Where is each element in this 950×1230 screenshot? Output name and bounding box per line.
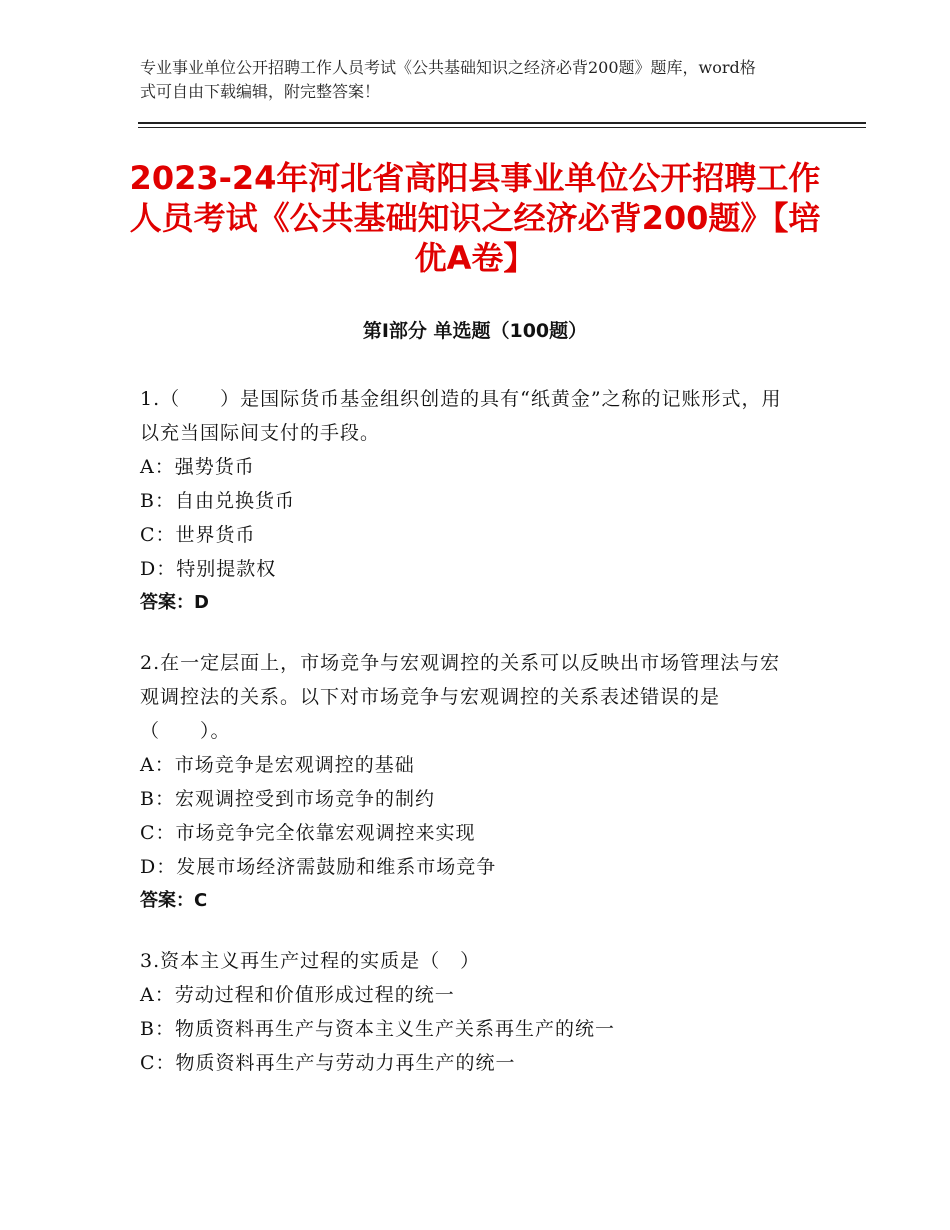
option-a: A：市场竞争是宏观调控的基础 <box>140 754 415 776</box>
header-note: 专业事业单位公开招聘工作人员考试《公共基础知识之经济必背200题》题库，word格式可自由下载编辑，附完整答案！ <box>140 58 756 101</box>
question-text: 1.（ ）是国际货币基金组织创造的具有“纸黄金”之称的记账形式，用以充当国际间支付的手段。 <box>140 388 782 444</box>
option-b: B：物质资料再生产与资本主义生产关系再生产的统一 <box>140 1018 615 1040</box>
option-b: B：宏观调控受到市场竞争的制约 <box>140 788 435 810</box>
option-c: C：市场竞争完全依靠宏观调控来实现 <box>140 822 476 844</box>
option-a: A：强势货币 <box>140 456 255 478</box>
question-1 <box>140 382 800 620</box>
option-a: A：劳动过程和价值形成过程的统一 <box>140 984 455 1006</box>
question-3 <box>140 944 800 1080</box>
option-b: B：自由兑换货币 <box>140 490 295 512</box>
question-text: 3.资本主义再生产过程的实质是（ ） <box>140 950 481 972</box>
header-rule-thin <box>138 127 866 128</box>
question-list <box>140 382 800 1106</box>
option-c: C：物质资料再生产与劳动力再生产的统一 <box>140 1052 516 1074</box>
answer: 答案：D <box>140 592 209 613</box>
header-rule-thick <box>138 122 866 124</box>
answer: 答案：C <box>140 890 208 911</box>
document-title: 2023-24年河北省高阳县事业单位公开招聘工作人员考试《公共基础知识之经济必背200题》【培优A卷】 <box>129 159 821 277</box>
option-c: C：世界货币 <box>140 524 256 546</box>
option-d: D：发展市场经济需鼓励和维系市场竞争 <box>140 856 497 878</box>
option-d: D：特别提款权 <box>140 558 277 580</box>
question-2 <box>140 646 800 918</box>
question-text: 2.在一定层面上，市场竞争与宏观调控的关系可以反映出市场管理法与宏观调控法的关系。以下对市场竞争与宏观调控的关系表述错误的是（ ）。 <box>140 652 781 742</box>
section-heading: 第Ⅰ部分 单选题（100题） <box>362 320 588 342</box>
